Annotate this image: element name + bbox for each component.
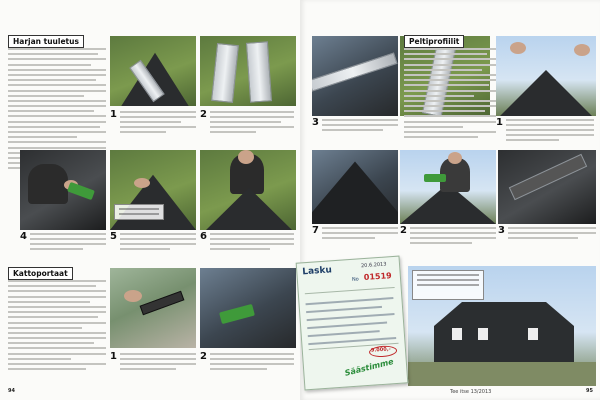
receipt-stamp: Säästimme: [343, 357, 395, 378]
step-number-2c: 2: [400, 225, 407, 236]
house-photo-callout: [412, 270, 484, 300]
step-number-7: 7: [312, 225, 319, 236]
section-heading-kattoportaat: Kattoportaat: [8, 267, 73, 280]
profile-step-3-caption: [508, 227, 596, 242]
step-2-caption: [210, 111, 294, 136]
profile-step-2-caption: [410, 227, 496, 247]
step-7-caption: [322, 227, 398, 242]
receipt-date: 20.6.2013: [360, 261, 387, 270]
step-4-caption: [30, 233, 106, 253]
finished-house-photo: [408, 266, 596, 386]
body-text-column-2: [8, 280, 106, 373]
ladder-step-2-caption: [210, 353, 294, 373]
photo-callout-label: [114, 204, 164, 220]
profile-step-1-caption: [506, 119, 594, 144]
step-number-5: 5: [110, 231, 117, 242]
worker-on-roof-photo: [496, 36, 596, 116]
section-heading-peltiprofiilit: Peltiprofiilit: [404, 35, 464, 48]
ridge-vent-photo: [110, 36, 196, 106]
ladder-photo: [110, 268, 196, 348]
screw-detail-photo: [110, 150, 196, 230]
step-number-3: 3: [312, 117, 319, 128]
sealant-photo: [200, 150, 296, 230]
step-number-1b: 1: [110, 351, 117, 362]
page-number-right: 95: [586, 388, 593, 394]
step-number-6: 6: [200, 231, 207, 242]
ladder-mount-photo: [200, 268, 296, 348]
worker-drilling-photo: [400, 150, 496, 224]
drilling-photo: [20, 150, 106, 230]
metal-sheet-photo: [200, 36, 296, 106]
ladder-step-1-caption: [120, 353, 196, 373]
page-number-left: 94: [8, 388, 15, 394]
step-5-caption: [120, 233, 196, 253]
step-number-2: 2: [200, 109, 207, 120]
receipt-total: 9.000,-: [370, 346, 391, 354]
body-text-column-3: [404, 48, 496, 141]
profile-closeup-photo: [498, 150, 596, 224]
receipt-number-label: No: [351, 276, 359, 283]
receipt-title: Lasku: [301, 265, 333, 278]
invoice-receipt: [296, 256, 409, 391]
receipt-number: 01519: [363, 271, 392, 283]
ridge-cap-photo: [312, 36, 398, 116]
step-number-3c: 3: [498, 225, 505, 236]
step-number-2b: 2: [200, 351, 207, 362]
step-3-caption: [322, 119, 398, 134]
step-number-1: 1: [110, 109, 117, 120]
section-heading-harjan-tuuletus: Harjan tuuletus: [8, 35, 84, 48]
step-number-4: 4: [20, 231, 27, 242]
page-footer: Tee itse 13/2013: [450, 389, 492, 395]
step-1-caption: [120, 111, 196, 136]
step-6-caption: [210, 233, 294, 253]
shingle-roof-photo: [312, 150, 398, 224]
step-number-1c: 1: [496, 117, 503, 128]
